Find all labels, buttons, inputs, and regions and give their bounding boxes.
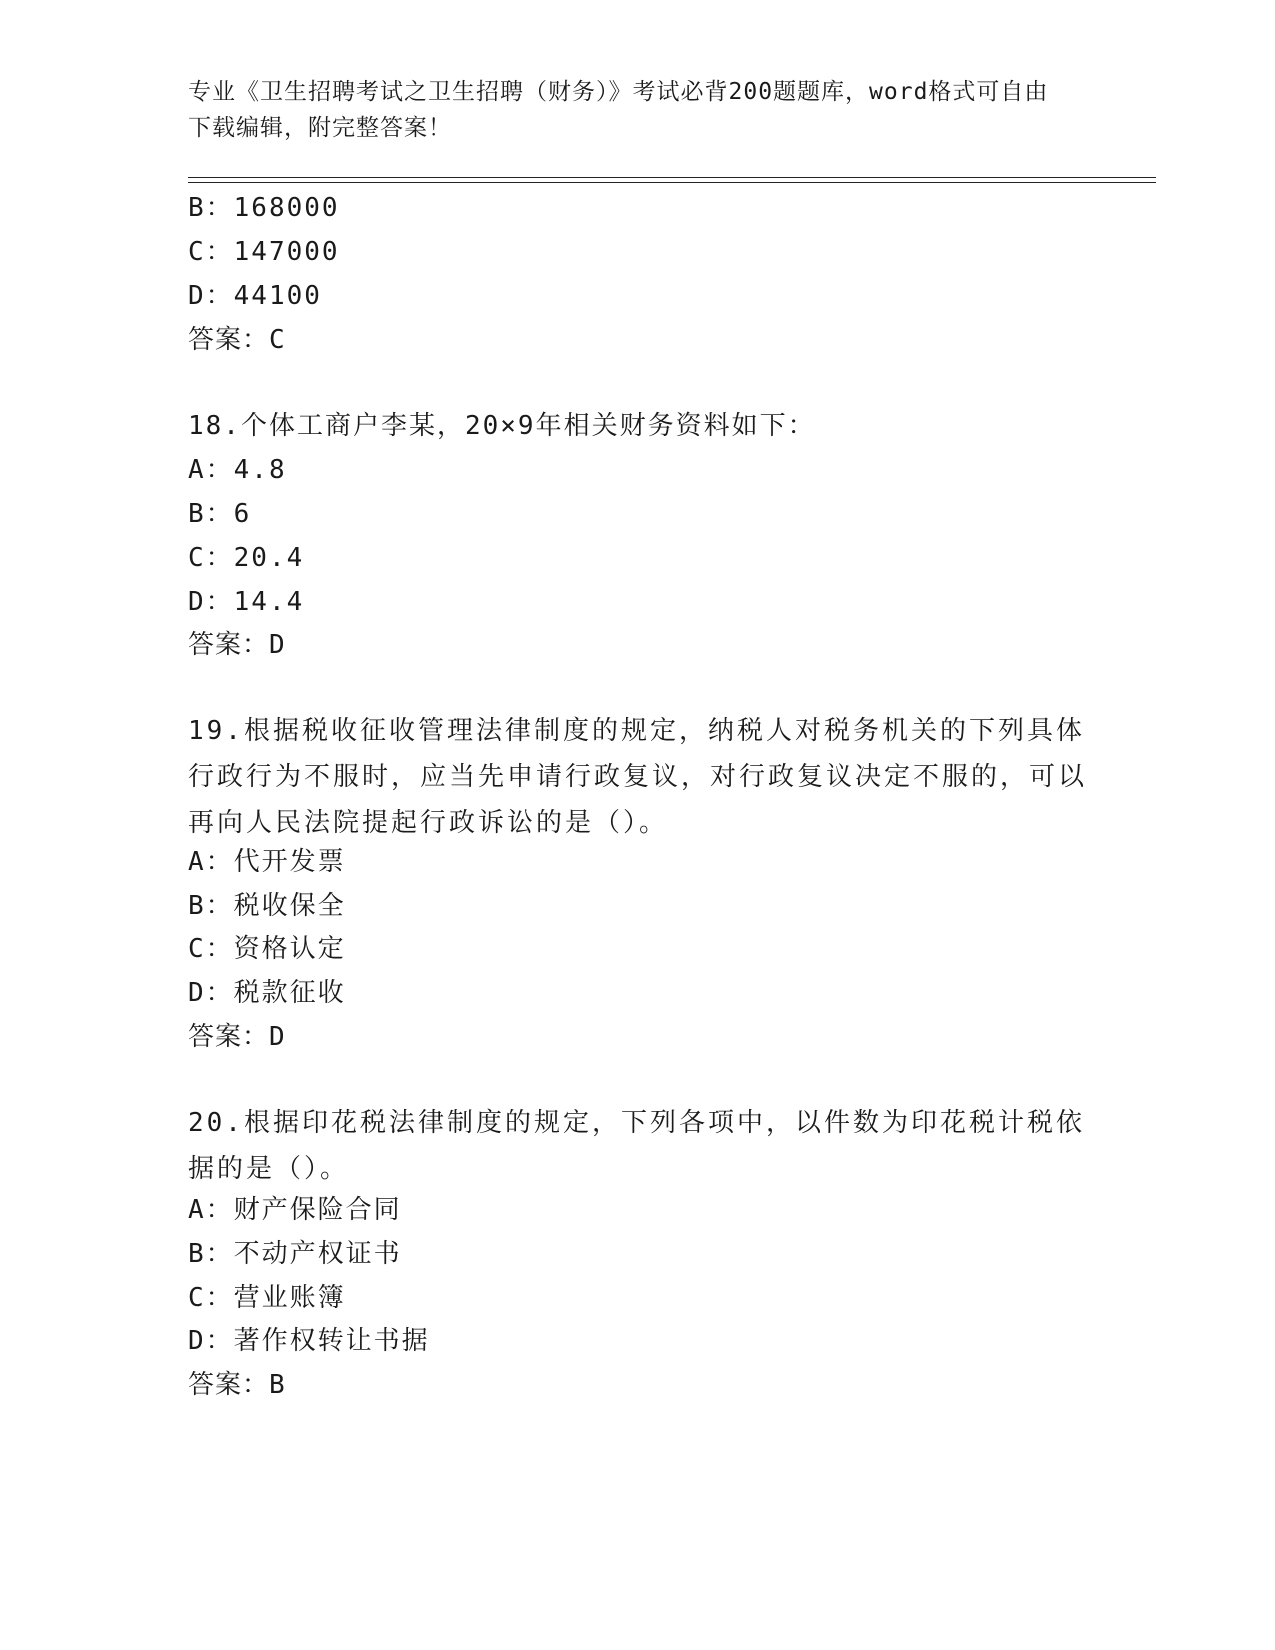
q19-question: 19.根据税收征收管理法律制度的规定，纳税人对税务机关的下列具体行政行为不服时，应当先申请行政复议，对行政复议决定不服的，可以再向人民法院提起行政诉讼的是（）。: [188, 716, 1088, 838]
q19-answer: 答案：D: [188, 1022, 286, 1052]
q17-answer: 答案：C: [188, 325, 286, 355]
q18-option-a: A：4.8: [188, 455, 287, 485]
q19-option-a: A：代开发票: [188, 847, 346, 877]
q18-answer: 答案：D: [188, 630, 286, 660]
q20-option-c: C：营业账簿: [188, 1283, 346, 1313]
q20-question: 20.根据印花税法律制度的规定，下列各项中，以件数为印花税计税依据的是（）。: [188, 1108, 1085, 1184]
q19-option-c: C：资格认定: [188, 934, 346, 964]
q20-option-d: D：著作权转让书据: [188, 1326, 430, 1356]
q18-option-c: C：20.4: [188, 543, 305, 573]
q17-option-b: B：168000: [188, 193, 340, 223]
q17-option-d: D：44100: [188, 281, 322, 311]
q18-option-b: B：6: [188, 499, 252, 529]
q20-answer: 答案：B: [188, 1370, 286, 1400]
q17-option-c: C：147000: [188, 237, 340, 267]
q19-option-d: D：税款征收: [188, 978, 346, 1008]
header-divider-bottom: [188, 182, 1156, 183]
page-header: [188, 74, 1068, 146]
q18-question: 18.个体工商户李某，20×9年相关财务资料如下：: [188, 411, 816, 441]
q20-option-b: B：不动产权证书: [188, 1239, 402, 1269]
q19-option-b: B：税收保全: [188, 891, 346, 921]
header-title: 专业《卫生招聘考试之卫生招聘（财务）》考试必背200题题库，word格式可自由下载编辑，附完整答案！: [188, 79, 1049, 141]
q18-option-d: D：14.4: [188, 587, 305, 617]
q20-option-a: A：财产保险合同: [188, 1195, 402, 1225]
header-divider-top: [188, 177, 1156, 178]
